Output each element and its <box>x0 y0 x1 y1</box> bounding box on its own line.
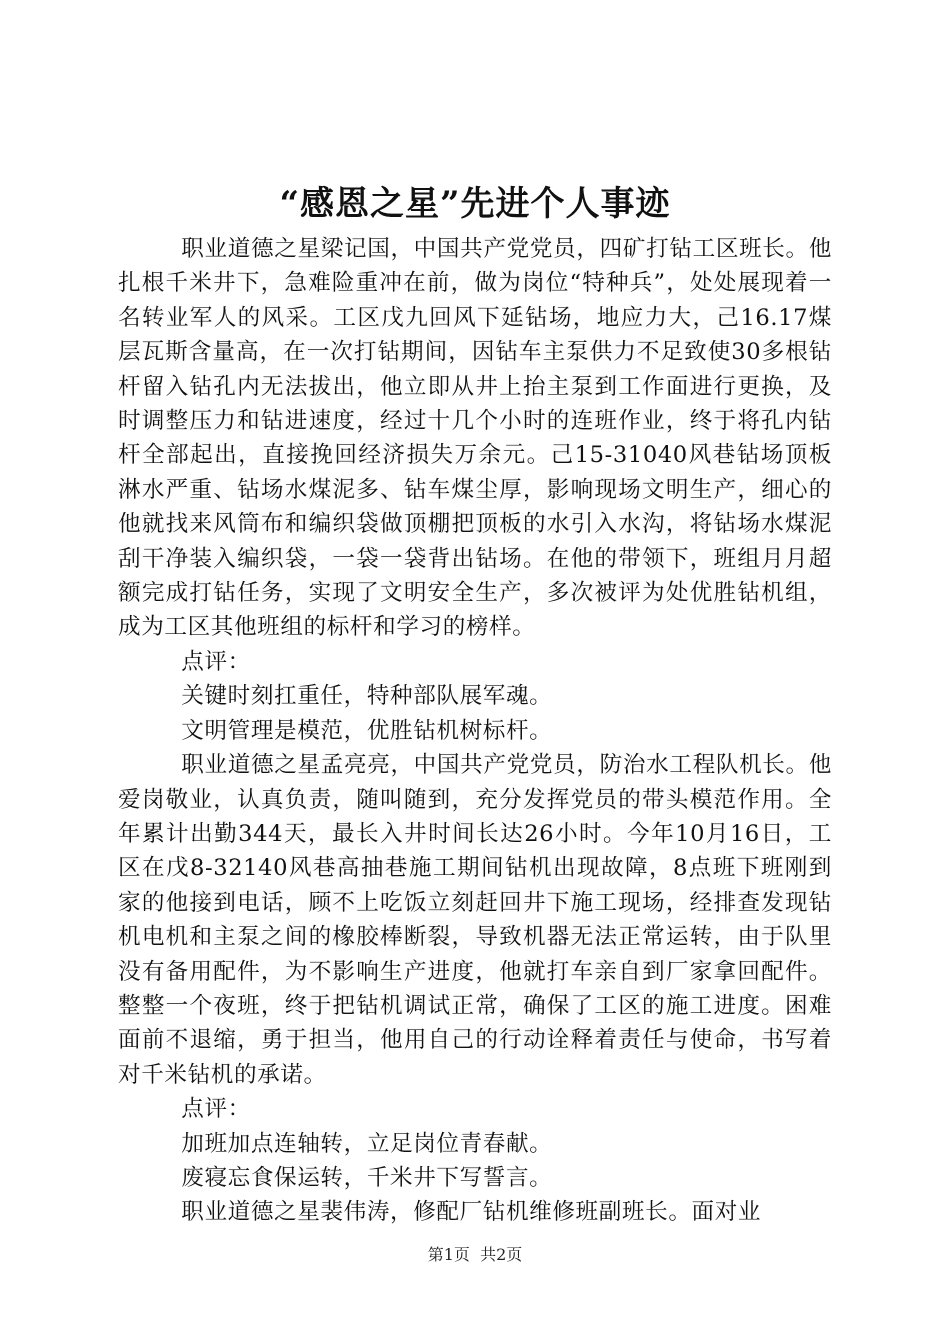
comment-line: 废寝忘食保运转，千米井下写誓言。 <box>181 1164 553 1191</box>
comment-line: 加班加点连轴转，立足岗位青春献。 <box>181 1130 553 1157</box>
paragraph-pei-weitao: 职业道德之星裴伟涛，修配厂钻机维修班副班长。面对业 <box>181 1199 762 1226</box>
comment-line: 关键时刻扛重任，特种部队展军魂。 <box>181 683 553 710</box>
page-footer <box>0 1244 950 1266</box>
comment-label: 点评： <box>181 1096 251 1123</box>
document-body <box>118 232 832 1230</box>
page-title: “感恩之星”先进个人事迹 <box>279 184 671 224</box>
comment-line: 文明管理是模范，优胜钻机树标杆。 <box>181 717 553 744</box>
page-number-label: 第1页 共2页 <box>427 1245 523 1264</box>
comment-label: 点评： <box>181 648 251 675</box>
paragraph-meng-liangliang: 职业道德之星孟亮亮，中国共产党党员，防治水工程队机长。他爱岗敬业，认真负责，随叫随到，充分发挥党员的带头模范作用。全年累计出勤344天，最长入井时间长达26小时。今年10月16日，工区在戊8-32140风巷高抽巷施工期间钻机出现故障，8点班下班刚到家的他接到电话，顾不上吃饭立刻赶回井下施工现场，经排查发现钻机电机和主泵之间的橡胶棒断裂，导致机器无法正常运转，由于队里没有备用配件，为不影响生产进度，他就打车亲自到厂家拿回配件。整整一个夜班，终于把钻机调试正常，确保了工区的施工进度。困难面前不退缩，勇于担当，他用自己的行动诠释着责任与使命，书写着对千米钻机的承诺。 <box>118 752 832 1088</box>
paragraph-liang-jiguo: 职业道德之星梁记国，中国共产党党员，四矿打钻工区班长。他扎根千米井下，急难险重冲在前，做为岗位“特种兵”，处处展现着一名转业军人的风采。工区戊九回风下延钻场，地应力大，己16.17煤层瓦斯含量高，在一次打钻期间，因钻车主泵供力不足致使30多根钻杆留入钻孔内无法拔出，他立即从井上抬主泵到工作面进行更换，及时调整压力和钻进速度，经过十几个小时的连班作业，终于将孔内钻杆全部起出，直接挽回经济损失万余元。己15-31040风巷钻场顶板淋水严重、钻场水煤泥多、钻车煤尘厚，影响现场文明生产，细心的他就找来风筒布和编织袋做顶棚把顶板的水引入水沟，将钻场水煤泥刮干净装入编织袋，一袋一袋背出钻场。在他的带领下，班组月月超额完成打钻任务，实现了文明安全生产，多次被评为处优胜钻机组，成为工区其他班组的标杆和学习的榜样。 <box>118 236 832 641</box>
